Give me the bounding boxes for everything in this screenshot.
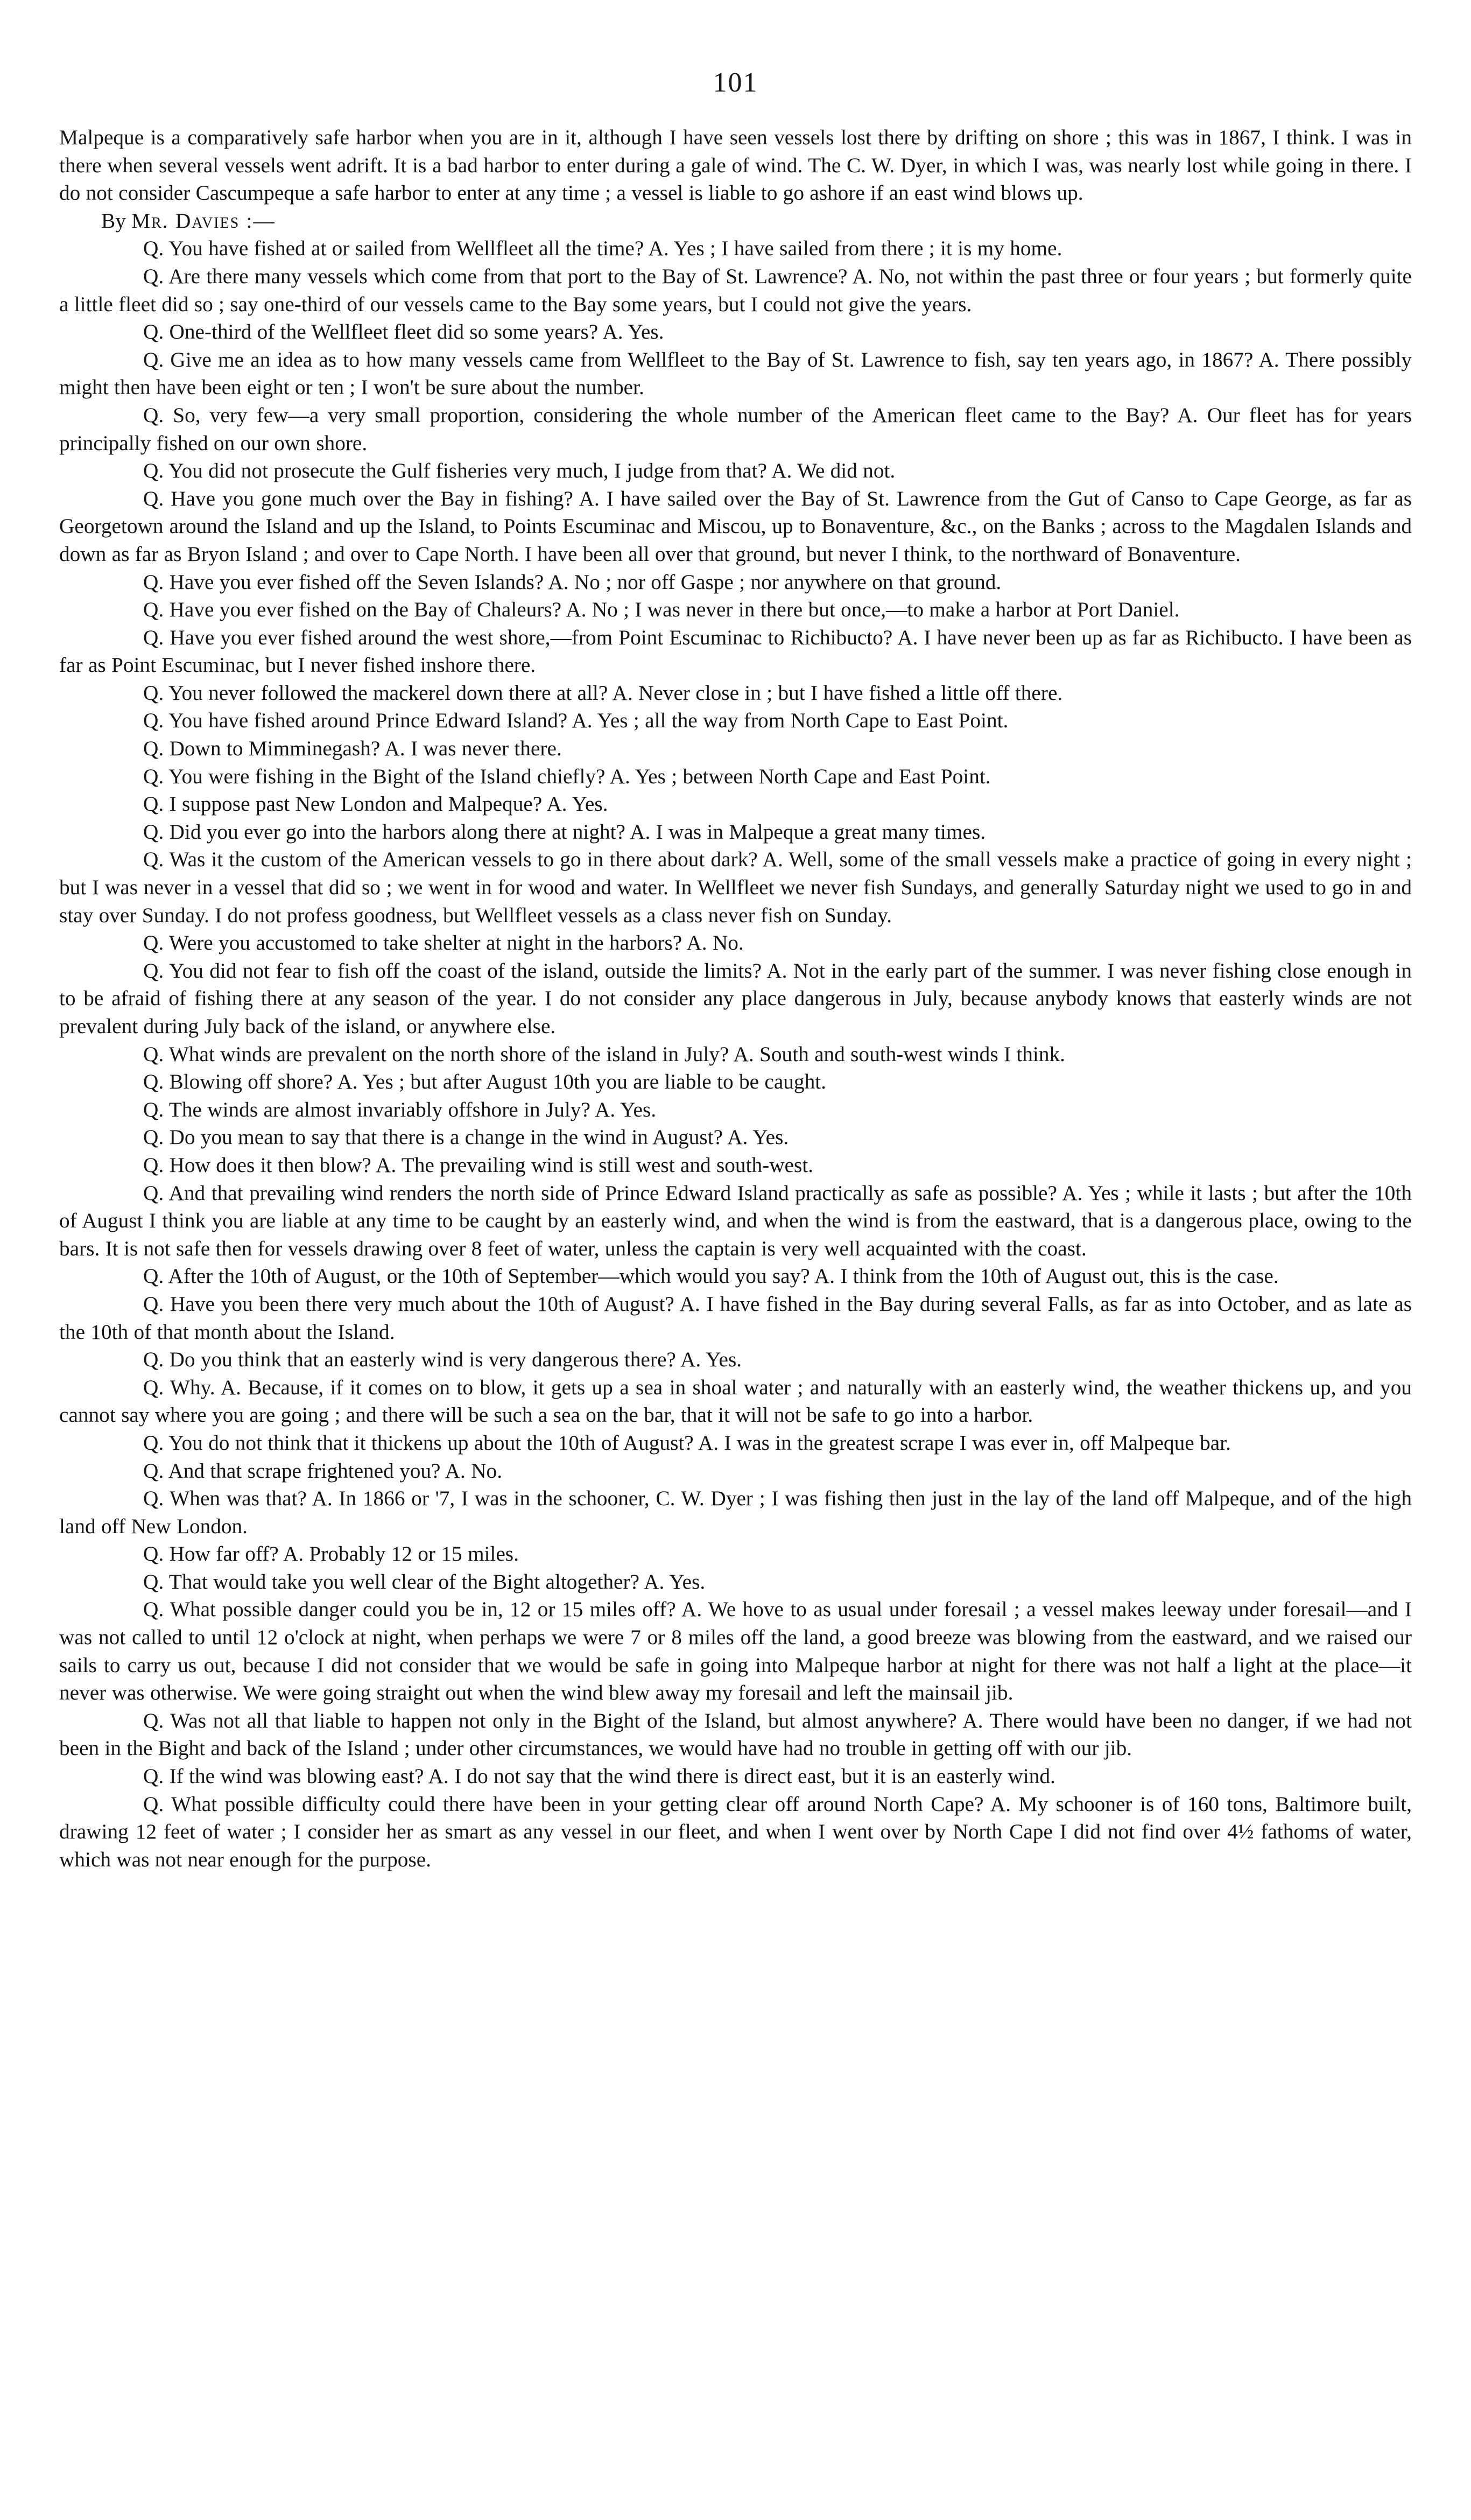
qa-paragraph: Q. You were fishing in the Bight of the Island chiefly? A. Yes ; between North Cape and East Point. [143, 764, 991, 788]
qa-paragraph: Q. Do you mean to say that there is a change in the wind in August? A. Yes. [143, 1125, 789, 1149]
qa-paragraph: Q. You have fished around Prince Edward Island? A. Yes ; all the way from North Cape to East Point. [143, 708, 1009, 733]
qa-paragraph: Q. Are there many vessels which come from that port to the Bay of St. Lawrence? A. No, not within the past three or four years ; but formerly quite a little fleet did so ; say one-third of our vessels came to the Bay some years, but I could not give the years. [59, 264, 1412, 316]
speaker-name: Mr. Davies :— [131, 208, 276, 233]
qa-paragraph: Q. Was not all that liable to happen not only in the Bight of the Island, but almost anywhere? A. There would have been no danger, if we had not been in the Bight and back of the Island ; under other circumstances, we would have had no trouble in getting off with our jib. [59, 1708, 1412, 1760]
qa-paragraph: Q. That would take you well clear of the Bight altogether? A. Yes. [143, 1569, 706, 1594]
qa-paragraph: Q. How far off? A. Probably 12 or 15 miles. [143, 1542, 519, 1566]
qa-paragraph: Q. If the wind was blowing east? A. I do not say that the wind there is direct east, but it is an easterly wind. [143, 1764, 1055, 1788]
qa-paragraph: Q. And that prevailing wind renders the north side of Prince Edward Island practically as safe as possible? A. Yes ; while it lasts ; but after the 10th of August I think you are liable at any time to be caught by an easterly wind, and when the wind is from the eastward, that is a dangerous place, owing to the bars. It is not safe then for vessels drawing over 8 feet of water, unless the captain is very well acquainted with the coast. [59, 1181, 1412, 1260]
speaker-prefix: By [101, 208, 126, 233]
qa-paragraph: Q. One-third of the Wellfleet fleet did so some years? A. Yes. [143, 320, 664, 344]
qa-paragraph: Q. The winds are almost invariably offshore in July? A. Yes. [143, 1097, 657, 1121]
qa-paragraph: Q. You never followed the mackerel down there at all? A. Never close in ; but I have fished a little off there. [143, 680, 1063, 705]
qa-paragraph: Q. Give me an idea as to how many vessels came from Wellfleet to the Bay of St. Lawrence to fish, say ten years ago, in 1867? A. There possibly might then have been eight or ten ; I won't be sure about the number. [59, 347, 1412, 399]
qa-paragraph: Q. What possible danger could you be in, 12 or 15 miles off? A. We hove to as usual under foresail ; a vessel makes leeway under foresail—and I was not called to until 12 o'clock at night, when perhaps we were 7 or 8 miles off the land, a good breeze was blowing from the eastward, and we raised our sails to carry us out, because I did not consider that we would be safe in going into Malpeque harbor at night for there was not half a light at the place—it never was otherwise. We were going straight out when the wind blew away my foresail and left the mainsail jib. [59, 1597, 1412, 1705]
qa-paragraph: Q. You did not fear to fish off the coast of the island, outside the limits? A. Not in the early part of the summer. I was never fishing close enough in to be afraid of fishing there at any season of the year. I do not consider any place dangerous in July, because anybody knows that easterly winds are not prevalent during July back of the island, or anywhere else. [59, 958, 1412, 1038]
speaker-line [59, 207, 1412, 235]
qa-paragraph: Q. You do not think that it thickens up about the 10th of August? A. I was in the greatest scrape I was ever in, off Malpeque bar. [143, 1430, 1231, 1455]
qa-paragraph: Q. After the 10th of August, or the 10th of September—which would you say? A. I think from the 10th of August out, this is the case. [143, 1264, 1279, 1288]
qa-paragraph: Q. Have you ever fished off the Seven Islands? A. No ; nor off Gaspe ; nor anywhere on that ground. [143, 570, 1002, 594]
qa-paragraph: Q. When was that? A. In 1866 or '7, I was in the schooner, C. W. Dyer ; I was fishing then just in the lay of the land off Malpeque, and of the high land off New London. [59, 1486, 1412, 1538]
qa-paragraph: Q. What possible difficulty could there have been in your getting clear off around North Cape? A. My schooner is of 160 tons, Baltimore built, drawing 12 feet of water ; I consider her as smart as any vessel in our fleet, and when I went over by North Cape I did not find over 4½ fathoms of water, which was not near enough for the purpose. [59, 1792, 1412, 1871]
qa-paragraph: Q. And that scrape frightened you? A. No. [143, 1458, 503, 1483]
qa-paragraph: Q. Why. A. Because, if it comes on to blow, it gets up a sea in shoal water ; and naturally with an easterly wind, the weather thickens up, and you cannot say where you are going ; and there will be such a sea on the bar, that it will not be safe to go into a harbor. [59, 1375, 1412, 1427]
qa-paragraph: Q. Was it the custom of the American vessels to go in there about dark? A. Well, some of the small vessels make a practice of going in every night ; but I was never in a vessel that did so ; we went in for wood and water. In Wellfleet we never fish Sundays, and generally Saturday night we used to go in and stay over Sunday. I do not profess goodness, but Wellfleet vessels as a class never fish on Sunday. [59, 847, 1412, 927]
qa-paragraph: Q. Have you gone much over the Bay in fishing? A. I have sailed over the Bay of St. Lawrence from the Gut of Canso to Cape George, as far as Georgetown around the Island and up the Island, to Points Escuminac and Miscou, up to Bonaventure, &c., on the Banks ; across to the Magdalen Islands and down as far as Bryon Island ; and over to Cape North. I have been all over that ground, but never I think, to the northward of Bonaventure. [59, 486, 1412, 566]
qa-paragraph: Q. Have you been there very much about the 10th of August? A. I have fished in the Bay during several Falls, as far as into October, and as late as the 10th of that month about the Island. [59, 1291, 1412, 1344]
qa-paragraph: Q. Have you ever fished on the Bay of Chaleurs? A. No ; I was never in there but once,—to make a harbor at Port Daniel. [143, 598, 1180, 622]
qa-paragraph: Q. Have you ever fished around the west shore,—from Point Escuminac to Richibucto? A. I have never been up as far as Richibucto. I have been as far as Point Escuminac, but I never fished inshore there. [59, 625, 1412, 677]
qa-paragraph: Q. What winds are prevalent on the north shore of the island in July? A. South and south-west winds I think. [143, 1042, 1065, 1066]
qa-paragraph: Q. I suppose past New London and Malpeque? A. Yes. [143, 792, 608, 816]
qa-paragraph: Q. How does it then blow? A. The prevailing wind is still west and south-west. [143, 1153, 814, 1177]
qa-paragraph: Q. You did not prosecute the Gulf fisheries very much, I judge from that? A. We did not. [143, 459, 896, 483]
qa-paragraph: Q. So, very few—a very small proportion, considering the whole number of the American fleet came to the Bay? A. Our fleet has for years principally fished on our own shore. [59, 403, 1412, 455]
qa-paragraph: Q. Were you accustomed to take shelter at night in the harbors? A. No. [143, 931, 744, 955]
qa-paragraph: Q. You have fished at or sailed from Wellfleet all the time? A. Yes ; I have sailed from there ; it is my home. [143, 236, 1062, 261]
qa-paragraph: Q. Blowing off shore? A. Yes ; but after August 10th you are liable to be caught. [143, 1070, 826, 1094]
intro-paragraph: Malpeque is a comparatively safe harbor when you are in it, although I have seen vessels lost there by drifting on shore ; this was in 1867, I think. I was in there when several vessels went adrift. It is a bad harbor to enter during a gale of wind. The C. W. Dyer, in which I was, was nearly lost while going in there. I do not consider Cascumpeque a safe harbor to enter at any time ; a vessel is liable to go ashore if an east wind blows up. [59, 125, 1412, 205]
qa-paragraph: Q. Down to Mimminegash? A. I was never there. [143, 736, 562, 761]
qa-paragraph: Q. Did you ever go into the harbors along there at night? A. I was in Malpeque a great many times. [143, 819, 986, 844]
qa-paragraph: Q. Do you think that an easterly wind is very dangerous there? A. Yes. [143, 1347, 742, 1372]
testimony-body [59, 124, 1412, 1873]
page-number: 101 [713, 67, 758, 98]
